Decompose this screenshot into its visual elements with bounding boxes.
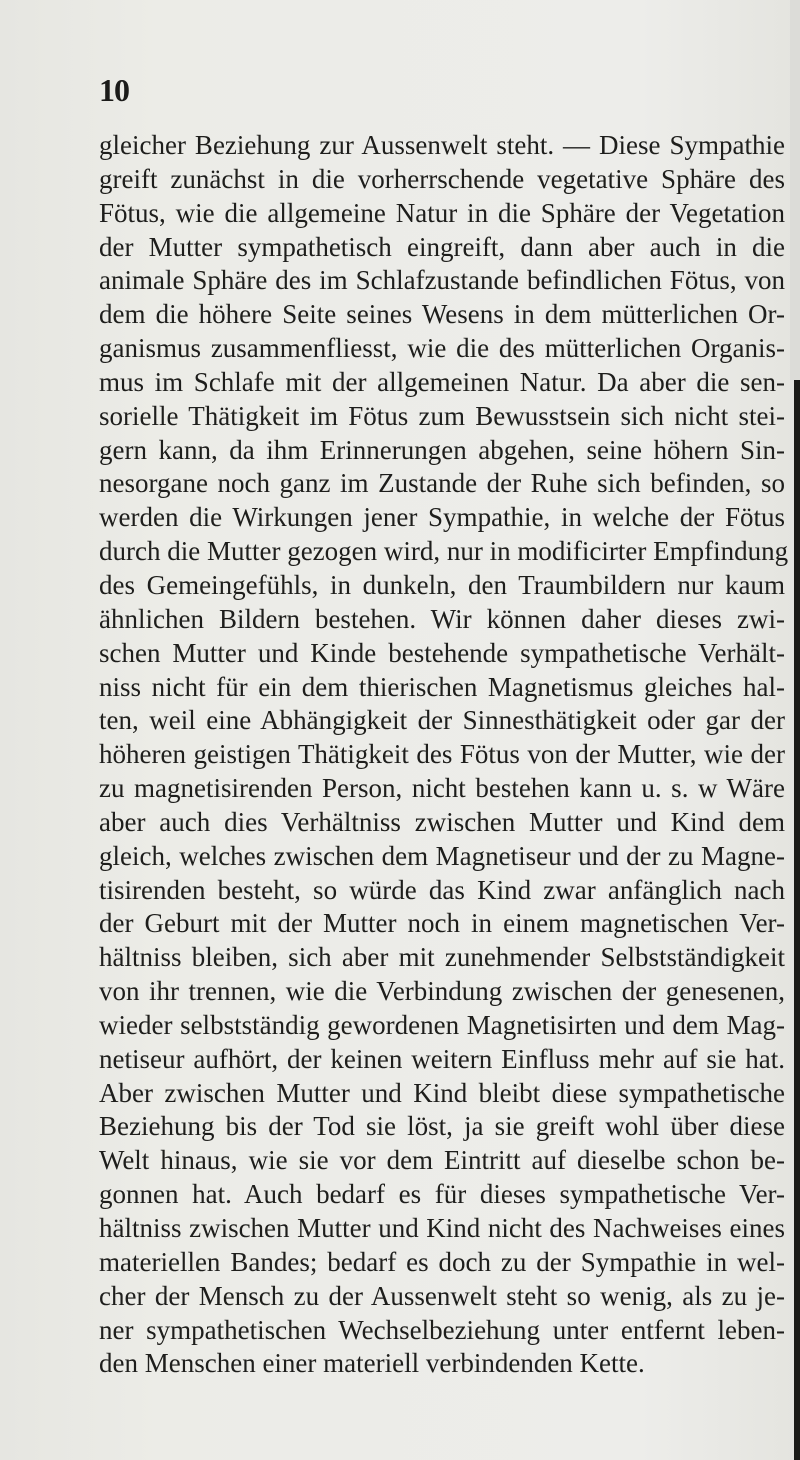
text-line: Fötus, wie die allgemeine Natur in die Sphäre der Vegetation <box>99 197 785 228</box>
text-line: cher der Mensch zu der Aussenwelt steht so wenig, als zu je- <box>99 1280 785 1311</box>
text-line: mus im Schlafe mit der allgemeinen Natur. Da aber die sen- <box>99 366 785 397</box>
text-line: ähnlichen Bildern bestehen. Wir können daher dieses zwi- <box>99 603 785 634</box>
text-line: gonnen hat. Auch bedarf es für dieses sympathetische Ver- <box>99 1179 785 1210</box>
text-line: wieder selbstständig gewordenen Magnetisirten und dem Mag- <box>99 1009 785 1040</box>
text-line: greift zunächst in die vorherrschende vegetative Sphäre des <box>99 163 785 194</box>
page-edge-light <box>790 0 800 380</box>
text-line: ner sympathetischen Wechselbeziehung unter entfernt leben- <box>99 1314 785 1345</box>
text-line: animale Sphäre des im Schlafzustande befindlichen Fötus, von <box>99 265 785 296</box>
text-line: zu magnetisirenden Person, nicht bestehen kann u. s. w Wäre <box>99 773 785 804</box>
text-line: aber auch dies Verhältniss zwischen Mutter und Kind dem <box>99 806 785 837</box>
text-line: tisirenden besteht, so würde das Kind zwar anfänglich nach <box>99 874 785 905</box>
text-line: niss nicht für ein dem thierischen Magnetismus gleiches hal- <box>99 671 785 702</box>
text-line: hältniss bleiben, sich aber mit zunehmender Selbstständigkeit <box>99 942 785 973</box>
text-line: sorielle Thätigkeit im Fötus zum Bewusstsein sich nicht stei- <box>99 400 785 431</box>
body-text <box>99 129 789 1381</box>
text-line: Beziehung bis der Tod sie löst, ja sie greift wohl über diese <box>99 1111 785 1142</box>
text-line: von ihr trennen, wie die Verbindung zwischen der genesenen, <box>99 976 785 1007</box>
text-line: gleicher Beziehung zur Aussenwelt steht. — Diese Sympathie <box>99 130 785 160</box>
page-number: 10 <box>99 72 129 108</box>
text-line: höheren geistigen Thätigkeit des Fötus von der Mutter, wie der <box>99 739 785 770</box>
text-line: den Menschen einer materiell verbindenden Kette. <box>99 1348 645 1379</box>
text-line: dem die höhere Seite seines Wesens in dem mütterlichen Or- <box>99 299 785 330</box>
text-line: der Mutter sympathetisch eingreift, dann aber auch in die <box>99 231 785 262</box>
text-line: ten, weil eine Abhängigkeit der Sinnesthätigkeit oder gar der <box>99 705 785 736</box>
text-line: werden die Wirkungen jener Sympathie, in welche der Fötus <box>99 502 785 533</box>
text-line: hältniss zwischen Mutter und Kind nicht des Nachweises eines <box>99 1213 785 1243</box>
text-line: gleich, welches zwischen dem Magnetiseur und der zu Magne- <box>99 840 785 871</box>
text-line: netiseur aufhört, der keinen weitern Einfluss mehr auf sie hat. <box>99 1043 785 1074</box>
text-line: durch die Mutter gezogen wird, nur in modificirter Empfindung <box>99 536 789 567</box>
text-line: der Geburt mit der Mutter noch in einem magnetischen Ver- <box>99 908 785 939</box>
text-line: Aber zwischen Mutter und Kind bleibt diese sympathetische <box>99 1077 785 1108</box>
text-line: nesorgane noch ganz im Zustande der Ruhe sich befinden, so <box>99 468 785 499</box>
text-line: ganismus zusammenfliesst, wie die des mütterlichen Organis- <box>99 333 785 364</box>
text-line: schen Mutter und Kinde bestehende sympathetische Verhält- <box>99 637 785 668</box>
text-line: des Gemeingefühls, in dunkeln, den Traumbildern nur kaum <box>99 569 785 600</box>
text-line: Welt hinaus, wie sie vor dem Eintritt auf dieselbe schon be- <box>99 1145 785 1176</box>
text-line: materiellen Bandes; bedarf es doch zu der Sympathie in wel- <box>99 1246 785 1277</box>
text-line: gern kann, da ihm Erinnerungen abgehen, seine höhern Sin- <box>99 434 785 465</box>
